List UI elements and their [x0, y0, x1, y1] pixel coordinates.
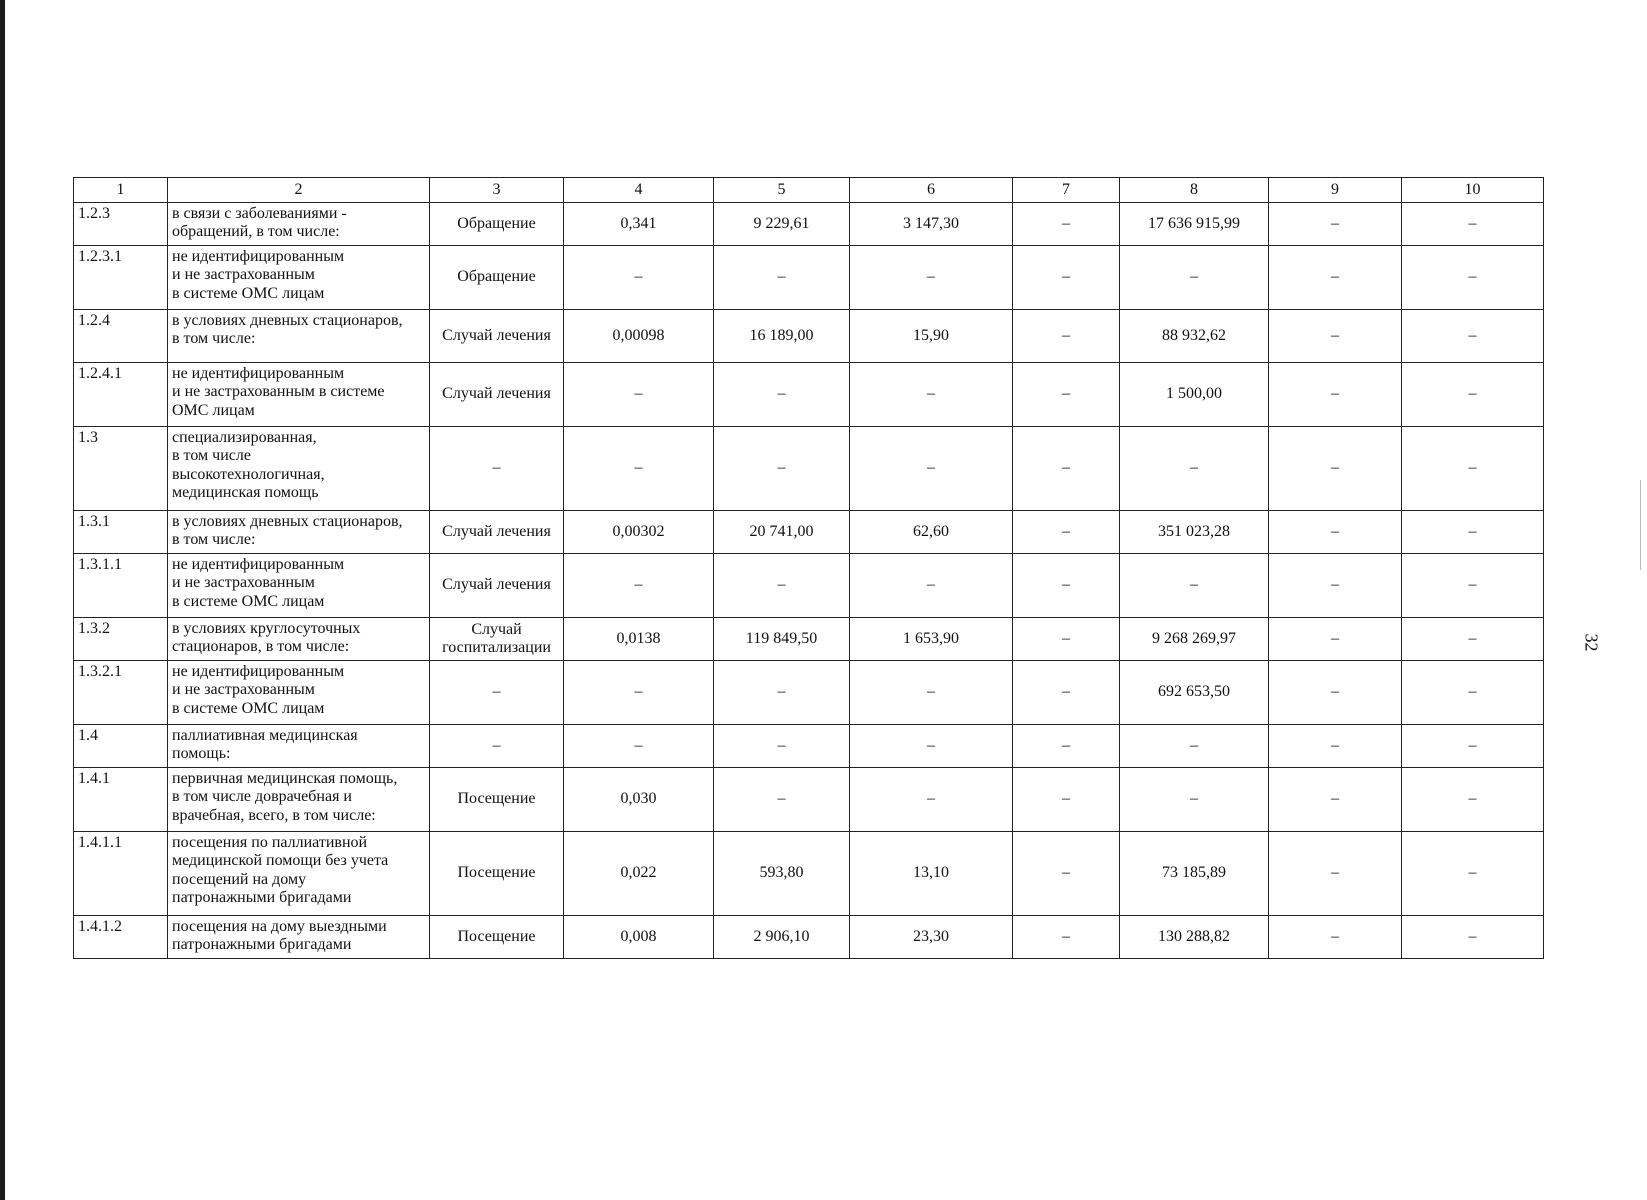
row-name-line: не идентифицированным: [172, 556, 345, 573]
row-value-10: –: [1402, 246, 1544, 310]
row-name-line: специализированная,: [172, 429, 317, 446]
row-name: [168, 554, 430, 618]
row-value-9: –: [1269, 246, 1402, 310]
row-unit: [430, 725, 564, 768]
column-header-8: 8: [1120, 178, 1269, 203]
table-row: [74, 725, 1544, 768]
row-value-10: –: [1402, 768, 1544, 832]
row-value-7: –: [1013, 511, 1120, 554]
row-value-7: –: [1013, 246, 1120, 310]
row-value-5: 119 849,50: [714, 618, 850, 661]
row-name-line: и не застрахованным: [172, 574, 315, 592]
row-value-7: –: [1013, 661, 1120, 725]
row-value-7: –: [1013, 618, 1120, 661]
row-value-4: 0,341: [564, 203, 714, 246]
row-name-line: обращений, в том числе:: [172, 223, 340, 241]
column-header-3: 3: [430, 178, 564, 203]
row-unit: [430, 916, 564, 959]
row-name-line: в условиях круглосуточных: [172, 620, 361, 637]
row-unit: [430, 246, 564, 310]
row-value-10: –: [1402, 363, 1544, 427]
row-name-line: медицинская помощь: [172, 484, 319, 502]
row-name-line: посещения по паллиативной: [172, 834, 368, 851]
row-name-line: стационаров, в том числе:: [172, 638, 350, 656]
row-value-8: 88 932,62: [1120, 310, 1269, 363]
row-code: 1.2.4: [74, 310, 168, 363]
row-code: 1.3: [74, 427, 168, 511]
row-code: 1.2.3: [74, 203, 168, 246]
row-name-line: и не застрахованным: [172, 681, 315, 699]
row-name-line: в том числе доврачебная и: [172, 788, 352, 806]
row-value-9: –: [1269, 661, 1402, 725]
row-value-8: 1 500,00: [1120, 363, 1269, 427]
row-value-7: –: [1013, 427, 1120, 511]
column-header-7: 7: [1013, 178, 1120, 203]
row-name-line: медицинской помощи без учета: [172, 852, 389, 870]
column-header-4: 4: [564, 178, 714, 203]
row-value-4: –: [564, 246, 714, 310]
row-value-5: –: [714, 661, 850, 725]
row-value-10: –: [1402, 916, 1544, 959]
row-code: 1.2.3.1: [74, 246, 168, 310]
row-value-9: –: [1269, 203, 1402, 246]
row-value-5: –: [714, 427, 850, 511]
row-value-8: –: [1120, 246, 1269, 310]
row-value-5: 9 229,61: [714, 203, 850, 246]
row-unit-line: Обращение: [457, 214, 536, 232]
row-value-9: –: [1269, 916, 1402, 959]
row-value-4: –: [564, 661, 714, 725]
row-name-line: в том числе:: [172, 330, 256, 348]
row-value-9: –: [1269, 725, 1402, 768]
row-unit: [430, 363, 564, 427]
row-value-6: 13,10: [850, 832, 1013, 916]
row-value-4: –: [564, 725, 714, 768]
column-header-2: 2: [168, 178, 430, 203]
row-unit: [430, 554, 564, 618]
table-row: [74, 246, 1544, 310]
row-value-7: –: [1013, 554, 1120, 618]
row-name-line: в системе ОМС лицам: [172, 284, 325, 302]
row-value-6: 15,90: [850, 310, 1013, 363]
row-value-4: 0,00302: [564, 511, 714, 554]
row-value-6: 1 653,90: [850, 618, 1013, 661]
row-name-line: не идентифицированным: [172, 248, 345, 265]
row-name-line: высокотехнологичная,: [172, 465, 325, 483]
row-unit-line: –: [492, 683, 501, 701]
tariff-table: [73, 177, 1544, 959]
row-code: 1.4.1: [74, 768, 168, 832]
row-value-4: 0,0138: [564, 618, 714, 661]
row-unit-line: Случай лечения: [442, 576, 551, 594]
row-value-6: –: [850, 768, 1013, 832]
row-name: [168, 618, 430, 661]
row-name-line: паллиативная медицинская: [172, 727, 358, 744]
table-body: [74, 203, 1544, 959]
row-value-9: –: [1269, 618, 1402, 661]
row-name-line: в том числе:: [172, 531, 256, 549]
row-name: [168, 310, 430, 363]
row-value-8: –: [1120, 768, 1269, 832]
row-code: 1.2.4.1: [74, 363, 168, 427]
row-name-line: врачебная, всего, в том числе:: [172, 806, 376, 824]
row-value-4: –: [564, 427, 714, 511]
row-name: [168, 832, 430, 916]
row-value-9: –: [1269, 832, 1402, 916]
row-value-9: –: [1269, 427, 1402, 511]
row-value-6: 62,60: [850, 511, 1013, 554]
row-name-line: не идентифицированным: [172, 663, 345, 680]
column-header-10: 10: [1402, 178, 1544, 203]
row-code: 1.4.1.2: [74, 916, 168, 959]
row-name-line: патронажными бригадами: [172, 889, 352, 907]
table-row: [74, 832, 1544, 916]
row-value-10: –: [1402, 618, 1544, 661]
row-value-8: 73 185,89: [1120, 832, 1269, 916]
row-name-line: и не застрахованным: [172, 266, 315, 284]
table-row: [74, 618, 1544, 661]
row-value-5: –: [714, 725, 850, 768]
row-value-5: –: [714, 246, 850, 310]
row-unit-line: Обращение: [457, 268, 536, 286]
row-value-4: 0,00098: [564, 310, 714, 363]
row-value-9: –: [1269, 363, 1402, 427]
row-value-5: –: [714, 363, 850, 427]
row-name: [168, 363, 430, 427]
row-value-6: –: [850, 554, 1013, 618]
row-name-line: в условиях дневных стационаров,: [172, 312, 403, 329]
table-row: [74, 203, 1544, 246]
table-row: [74, 310, 1544, 363]
table-row: [74, 554, 1544, 618]
row-value-8: 17 636 915,99: [1120, 203, 1269, 246]
row-unit-line: Посещение: [457, 927, 536, 945]
row-name: [168, 725, 430, 768]
row-name: [168, 916, 430, 959]
row-value-4: 0,008: [564, 916, 714, 959]
row-name: [168, 768, 430, 832]
row-code: 1.3.2: [74, 618, 168, 661]
row-value-4: –: [564, 554, 714, 618]
row-value-6: –: [850, 427, 1013, 511]
row-name-line: не идентифицированным: [172, 365, 345, 382]
row-value-8: 9 268 269,97: [1120, 618, 1269, 661]
row-value-6: 23,30: [850, 916, 1013, 959]
row-unit: [430, 618, 564, 661]
row-value-5: –: [714, 554, 850, 618]
row-value-9: –: [1269, 554, 1402, 618]
column-header-1: 1: [74, 178, 168, 203]
column-header-5: 5: [714, 178, 850, 203]
row-unit: [430, 203, 564, 246]
row-name-line: посещений на дому: [172, 870, 307, 888]
page-number: 32: [1581, 633, 1602, 652]
row-code: 1.4: [74, 725, 168, 768]
row-value-10: –: [1402, 554, 1544, 618]
row-name: [168, 427, 430, 511]
row-value-4: 0,030: [564, 768, 714, 832]
row-value-7: –: [1013, 916, 1120, 959]
row-value-4: –: [564, 363, 714, 427]
column-header-9: 9: [1269, 178, 1402, 203]
row-value-7: –: [1013, 832, 1120, 916]
row-value-8: –: [1120, 554, 1269, 618]
row-unit-line: госпитализации: [442, 639, 551, 656]
row-name: [168, 203, 430, 246]
row-unit-line: –: [492, 459, 501, 477]
row-name: [168, 511, 430, 554]
table-row: [74, 916, 1544, 959]
scan-edge-strip: [0, 0, 5, 1200]
row-name: [168, 661, 430, 725]
row-unit-line: –: [492, 736, 501, 754]
row-name-line: ОМС лицам: [172, 401, 255, 419]
row-value-7: –: [1013, 310, 1120, 363]
row-value-5: 593,80: [714, 832, 850, 916]
row-value-5: 16 189,00: [714, 310, 850, 363]
table-row: [74, 511, 1544, 554]
column-header-6: 6: [850, 178, 1013, 203]
row-value-10: –: [1402, 310, 1544, 363]
row-code: 1.3.1.1: [74, 554, 168, 618]
scan-artifact-line: [1640, 480, 1641, 570]
row-unit: [430, 310, 564, 363]
row-value-6: –: [850, 246, 1013, 310]
row-value-5: –: [714, 768, 850, 832]
row-value-9: –: [1269, 768, 1402, 832]
row-name-line: в том числе: [172, 447, 251, 465]
row-value-8: 351 023,28: [1120, 511, 1269, 554]
row-value-6: –: [850, 363, 1013, 427]
table-row: [74, 661, 1544, 725]
row-value-10: –: [1402, 203, 1544, 246]
row-name-line: и не застрахованным в системе: [172, 383, 385, 401]
row-unit: [430, 661, 564, 725]
row-value-10: –: [1402, 427, 1544, 511]
row-value-9: –: [1269, 310, 1402, 363]
row-value-8: 692 653,50: [1120, 661, 1269, 725]
row-name-line: помощь:: [172, 745, 231, 763]
row-value-9: –: [1269, 511, 1402, 554]
row-unit-line: Случай лечения: [442, 326, 551, 344]
row-unit: [430, 511, 564, 554]
row-value-10: –: [1402, 832, 1544, 916]
row-name-line: патронажными бригадами: [172, 936, 352, 954]
row-name-line: в системе ОМС лицам: [172, 592, 325, 610]
row-value-10: –: [1402, 725, 1544, 768]
row-value-8: 130 288,82: [1120, 916, 1269, 959]
row-unit: [430, 427, 564, 511]
row-code: 1.3.2.1: [74, 661, 168, 725]
row-name-line: в системе ОМС лицам: [172, 699, 325, 717]
row-code: 1.4.1.1: [74, 832, 168, 916]
row-value-8: –: [1120, 427, 1269, 511]
row-value-4: 0,022: [564, 832, 714, 916]
row-unit: [430, 768, 564, 832]
table-row: [74, 768, 1544, 832]
row-value-10: –: [1402, 511, 1544, 554]
row-unit: [430, 832, 564, 916]
row-name-line: первичная медицинская помощь,: [172, 770, 398, 787]
row-value-7: –: [1013, 768, 1120, 832]
row-code: 1.3.1: [74, 511, 168, 554]
row-value-5: 20 741,00: [714, 511, 850, 554]
row-name-line: посещения на дому выездными: [172, 918, 387, 935]
row-name-line: в условиях дневных стационаров,: [172, 513, 403, 530]
row-value-10: –: [1402, 661, 1544, 725]
row-value-5: 2 906,10: [714, 916, 850, 959]
row-name: [168, 246, 430, 310]
row-unit-line: Случай лечения: [442, 522, 551, 540]
table-row: [74, 427, 1544, 511]
row-value-7: –: [1013, 725, 1120, 768]
table-row: [74, 363, 1544, 427]
row-value-8: –: [1120, 725, 1269, 768]
row-unit-line: Посещение: [457, 790, 536, 808]
row-value-6: –: [850, 661, 1013, 725]
row-unit-line: Случай лечения: [442, 385, 551, 403]
row-value-6: –: [850, 725, 1013, 768]
row-value-7: –: [1013, 203, 1120, 246]
row-unit-line: Случай: [471, 620, 522, 638]
row-unit-line: Посещение: [457, 864, 536, 882]
row-value-7: –: [1013, 363, 1120, 427]
table-header-row: [74, 178, 1544, 203]
row-value-6: 3 147,30: [850, 203, 1013, 246]
row-name-line: в связи с заболеваниями -: [172, 205, 347, 222]
